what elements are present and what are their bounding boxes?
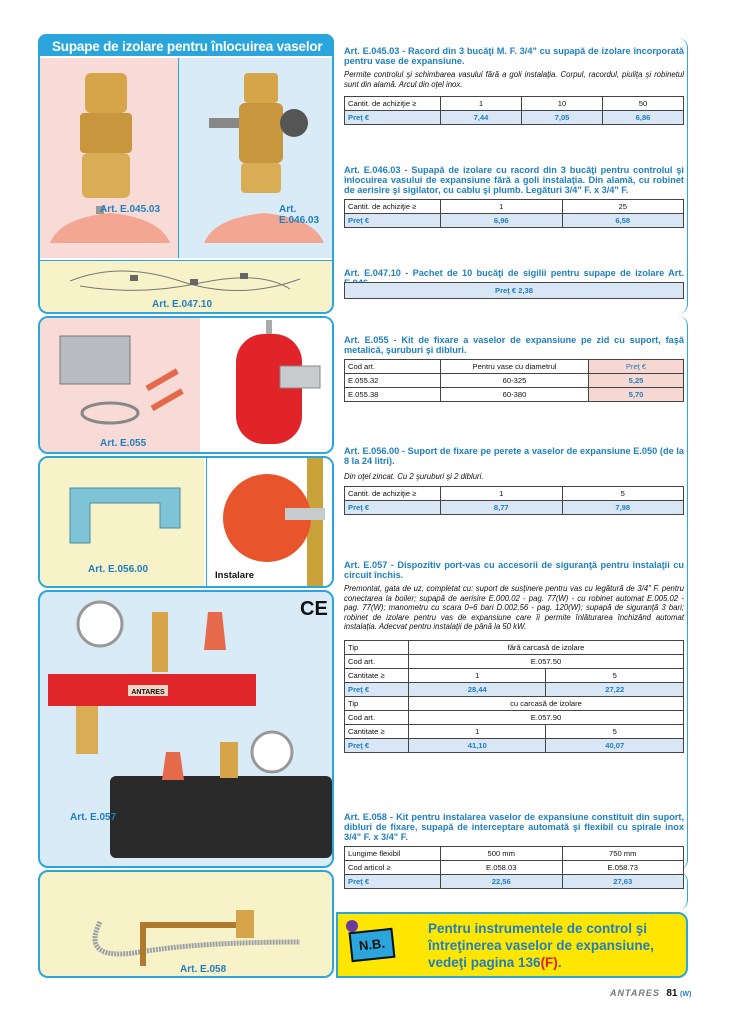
price-cell: 28,44 xyxy=(409,683,546,697)
image-e056 xyxy=(40,458,204,588)
heading-e056: Art. E.056.00 - Suport de fixare pe perete a vaselor de expansiune E.050 (de la 8 la 24 litri). xyxy=(344,446,684,466)
heading-e058: Art. E.058 - Kit pentru instalarea vaselor de expansiune constituit din suport, dibluri de fixare, supapă de interceptare automată şi flexibil cu spirale inox 3/4" F. x 3/4" F. xyxy=(344,812,684,842)
isolation-valve-image xyxy=(179,58,334,258)
nb-page-ref: (F) xyxy=(540,955,558,970)
price-cell: 7,05 xyxy=(522,111,603,125)
price-cell: 41,10 xyxy=(409,739,546,753)
image-e045 xyxy=(40,58,178,258)
qty-label: Cantitate ≥ xyxy=(345,725,409,739)
desc-e056: Din oţel zincat. Cu 2 şuruburi şi 2 dibluri. xyxy=(344,472,484,481)
heading-e045: Art. E.045.03 - Racord din 3 bucăţi M. F. 3/4" cu supapă de izolare încorporată pentru vase de expansiune. xyxy=(344,46,684,66)
tip-value: cu carcasă de izolare xyxy=(409,697,684,711)
tip-value: fără carcasă de izolare xyxy=(409,641,684,655)
image-red-vessel xyxy=(200,318,334,454)
page-suffix: (W) xyxy=(680,991,692,998)
image-e047 xyxy=(40,260,334,314)
page-section-title: Supape de izolare pentru înlocuirea vaselor xyxy=(38,34,334,60)
panel-e056 xyxy=(38,456,334,588)
label-e055: Art. E.055 xyxy=(100,438,147,449)
qty-cell: 50 xyxy=(603,97,684,111)
manifold-brand-text: ANTARES xyxy=(131,689,165,696)
table-e058 xyxy=(344,846,684,889)
label-e058: Art. E.058 xyxy=(180,964,227,975)
col-header: Pentru vase cu diametrul xyxy=(441,360,589,374)
cod-value: E.057.50 xyxy=(409,655,684,669)
qty-label: Cantitate ≥ xyxy=(345,669,409,683)
col-header: Preţ € xyxy=(589,360,684,374)
len-cell: 750 mm xyxy=(562,847,684,861)
qty-cell: 10 xyxy=(522,97,603,111)
price-cell: 5,70 xyxy=(589,388,684,402)
heading-e055: Art. E.055 - Kit de fixare a vaselor de expansiune pe zid cu suport, faşă metalică, şuruburi şi dibluri. xyxy=(344,335,684,355)
qty-cell: 1 xyxy=(441,487,563,501)
nb-line3-text: vedeţi pagina 136 xyxy=(428,955,541,970)
nb-dot: . xyxy=(557,955,562,970)
note-box xyxy=(336,912,688,978)
nb-line xyxy=(428,954,684,971)
pin-icon xyxy=(346,920,358,932)
panel-e055 xyxy=(38,316,334,454)
image-e055 xyxy=(40,318,200,454)
safety-kit-image xyxy=(40,592,334,868)
flexible-hose-kit-image xyxy=(40,872,334,978)
code-cell: E.055.32 xyxy=(345,374,441,388)
nb-line: Pentru instrumentele de control şi xyxy=(428,921,648,936)
qty-label: Cantit. de achiziţie ≥ xyxy=(345,97,441,111)
brass-fitting-image xyxy=(40,58,178,258)
qty-cell: 25 xyxy=(562,200,684,214)
price-cell: 8,77 xyxy=(441,501,563,515)
seal-wires-image xyxy=(40,261,334,301)
price-cell: 7,44 xyxy=(441,111,522,125)
label-e046: Art. E.046.03 xyxy=(279,204,320,226)
panel-e058 xyxy=(38,870,334,978)
ce-mark: CE xyxy=(300,598,328,620)
heading-e057: Art. E.057 - Dispozitiv port-vas cu accesorii de siguranţă pentru instalaţii cu circuit închis. xyxy=(344,560,684,580)
label-e047: Art. E.047.10 xyxy=(152,299,213,310)
qty-cell: 5 xyxy=(562,487,684,501)
cod-label: Cod art. xyxy=(345,655,409,669)
table-e057 xyxy=(344,640,684,753)
tip-label: Tip xyxy=(345,641,409,655)
price-label: Preţ € xyxy=(345,683,409,697)
price-label: Preţ € xyxy=(345,111,441,125)
code-cell: E.055.38 xyxy=(345,388,441,402)
cod-cell: E.058.03 xyxy=(441,861,563,875)
price-cell: 27,22 xyxy=(546,683,684,697)
cod-label: Cod art. xyxy=(345,711,409,725)
qty-cell: 1 xyxy=(409,669,546,683)
panel-e057 xyxy=(38,590,334,868)
table-e046 xyxy=(344,199,684,228)
heading-e047: Art. E.047.10 - Pachet de 10 bucăţi de sigilii pentru supape de izolare Art. xyxy=(344,268,684,278)
price-cell: 5,25 xyxy=(589,374,684,388)
nb-badge: N.B. xyxy=(349,928,396,962)
table-e047 xyxy=(344,282,684,299)
cod-value: E.057.90 xyxy=(409,711,684,725)
price-label: Preţ € xyxy=(345,739,409,753)
label-e056: Art. E.056.00 xyxy=(88,564,149,575)
len-label: Lungime flexibil xyxy=(345,847,441,861)
nb-text xyxy=(428,920,684,971)
price-label: Preţ € xyxy=(345,214,441,228)
label-e045: Art. E.045.03 xyxy=(100,204,161,215)
table-row xyxy=(345,374,684,388)
qty-cell: 1 xyxy=(409,725,546,739)
price-label: Preţ € xyxy=(345,875,441,889)
desc-e045: Permite controlul şi schimbarea vasului fără a goli instalaţia. Corpul, racordul, piuliţa şi robinetul sunt din alamă. Arcul din oţel inox. xyxy=(344,70,684,89)
cod-label: Cod articol ≥ xyxy=(345,861,441,875)
nb-line: întreţinerea vaselor de expansiune, xyxy=(428,938,654,953)
price-cell: Preţ € 2,38 xyxy=(345,283,684,299)
footer-brand: ANTARES xyxy=(610,988,660,998)
panel-isolation-valves xyxy=(38,56,334,314)
len-cell: 500 mm xyxy=(441,847,563,861)
installed-vessel-image xyxy=(207,458,334,588)
red-expansion-vessel-image xyxy=(200,318,334,454)
price-cell: 6,58 xyxy=(562,214,684,228)
qty-label: Cantit. de achiziţie ≥ xyxy=(345,200,441,214)
table-e056 xyxy=(344,486,684,515)
qty-cell: 1 xyxy=(441,200,563,214)
tip-label: Tip xyxy=(345,697,409,711)
price-cell: 40,07 xyxy=(546,739,684,753)
price-cell: 7,98 xyxy=(562,501,684,515)
price-cell: 22,56 xyxy=(441,875,563,889)
image-e046 xyxy=(178,58,334,258)
heading-e046: Art. E.046.03 - Supapă de izolare cu racord din 3 bucăţi pentru controlul şi înlocuirea vasului de expansiune fără a goli instalaţia. Din alamă, cu robinet de aerisire şi sigilator, cu cablu şi plumb. Legături 3/4" F. x 3/4" F. xyxy=(344,165,684,195)
qty-label: Cantit. de achiziţie ≥ xyxy=(345,487,441,501)
dia-cell: 60-325 xyxy=(441,374,589,388)
price-cell: 27,63 xyxy=(562,875,684,889)
col-header: Cod art. xyxy=(345,360,441,374)
mounting-kit-image xyxy=(40,318,200,438)
label-e057: Art. E.057 xyxy=(70,812,117,823)
image-installation xyxy=(206,458,334,588)
price-label: Preţ € xyxy=(345,501,441,515)
table-row xyxy=(345,388,684,402)
price-cell: 6,96 xyxy=(441,214,563,228)
page-number: 81 xyxy=(666,988,678,999)
cod-cell: E.058.73 xyxy=(562,861,684,875)
qty-cell: 1 xyxy=(441,97,522,111)
label-instalare: Instalare xyxy=(215,570,255,581)
page-footer xyxy=(610,988,691,999)
qty-cell: 5 xyxy=(546,669,684,683)
wall-bracket-image xyxy=(40,458,204,568)
desc-e057: Premontat, gata de uz, completat cu: suport de susţinere pentru vas cu legătură de 3/4" F. pentru conectarea la boiler; supapă de aerisire E.000.02 - pag. 77(W) - cu robinet automat E.005.02 - pag. 77(W); manometru cu scara 0÷6 bari D.002.56 - pag. 120(W); supapă de siguranţă 3 bari; robinet de izolare pentru vas de expansiune care îi permite înlăturarea închizând automat instalaţia. Adecvat pentru instalaţii de până la 50 kW. xyxy=(344,584,684,631)
table-e045 xyxy=(344,96,684,125)
qty-cell: 5 xyxy=(546,725,684,739)
dia-cell: 60-380 xyxy=(441,388,589,402)
table-e055 xyxy=(344,359,684,402)
price-cell: 6,86 xyxy=(603,111,684,125)
